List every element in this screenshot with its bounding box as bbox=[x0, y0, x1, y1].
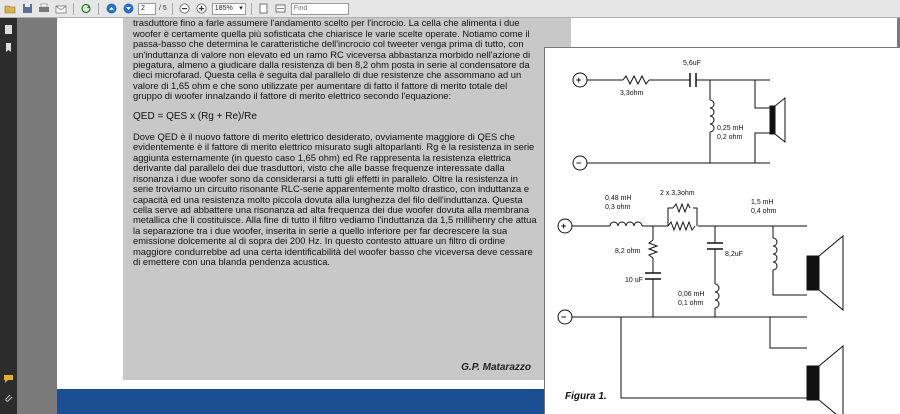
tweeter-circuit bbox=[573, 73, 785, 170]
woofer-input-inductor bbox=[610, 222, 642, 226]
woofer-output-l-label-2: 0,4 ohm bbox=[751, 208, 777, 215]
woofer-minus-label: − bbox=[561, 312, 567, 322]
tweeter-l-label-2: 0,2 ohm bbox=[717, 134, 743, 141]
paragraph-1: trasduttore fino a farle assumere l'andamento scelto per l'incrocio. La cella che alimenta i due woofer è certamente quella più sofisticata che chiarisce le varie scelte operate. Notiamo come il passa-basso che determina le caratteristiche dell'incrocio col tweeter venga prima di tutto, con un'induttanza di valore non elevato ed un ramo RC viceversa abbastanza morbido nell'azione di piegatura, almeno a giudicare dalla resistenza di ben 8,2 ohm posta in serie al condensatore da dieci microfarad. Questa cella è seguita dal parallelo di due resistenze che assommano ad un valore di 1,65 ohm e che sono utilizzate per aumentare di fatto il fattore di merito totale del gruppo di woofer innalzando il fattore di merito elettrico secondo l'equazione: bbox=[133, 18, 531, 102]
zoom-in-icon[interactable] bbox=[195, 2, 209, 15]
woofer-circuit bbox=[558, 204, 843, 414]
bookmarks-panel-icon[interactable] bbox=[3, 42, 14, 53]
tweeter-l-label-1: 0,25 mH bbox=[717, 125, 744, 132]
open-folder-icon[interactable] bbox=[3, 2, 17, 15]
woofer-8-2-ohm-label: 8,2 ohm bbox=[615, 248, 641, 255]
document-viewer[interactable] bbox=[17, 18, 900, 414]
woofer-plus-label: + bbox=[561, 221, 567, 231]
woofer-10uf-label: 10 uF bbox=[625, 277, 643, 284]
woofer-resistor-bottom bbox=[668, 222, 695, 230]
article-body bbox=[133, 18, 537, 277]
tweeter-plus-label: + bbox=[576, 75, 582, 85]
comments-panel-icon[interactable] bbox=[3, 373, 14, 384]
woofer-output-inductor bbox=[773, 238, 777, 270]
woofer-input-l-label-2: 0,3 ohm bbox=[605, 204, 631, 211]
figure-caption: Figura 1. bbox=[565, 391, 607, 402]
find-input[interactable] bbox=[291, 3, 349, 15]
page-number-input[interactable] bbox=[138, 3, 156, 15]
tweeter-speaker-body bbox=[770, 106, 775, 134]
tweeter-c-label: 5,6uF bbox=[683, 60, 701, 67]
previous-page-icon[interactable] bbox=[104, 2, 118, 15]
woofer-2-magnet bbox=[807, 366, 819, 400]
woofer-8-2-ohm-resistor bbox=[649, 240, 657, 258]
woofer-8-2uf-capacitor bbox=[707, 243, 723, 249]
woofer-resistor-top bbox=[673, 204, 690, 212]
toolbar-divider bbox=[98, 3, 99, 15]
page-total-label: / 5 bbox=[159, 5, 167, 12]
tweeter-resistor bbox=[623, 76, 649, 84]
author-signature: G.P. Matarazzo bbox=[461, 362, 531, 373]
navigation-sidebar bbox=[0, 18, 17, 414]
article-text-box bbox=[123, 18, 571, 380]
right-column-text bbox=[549, 18, 759, 19]
zoom-out-icon[interactable] bbox=[178, 2, 192, 15]
woofer-1-magnet bbox=[807, 256, 819, 290]
equation: QED = QES x (Rg + Re)/Re bbox=[133, 110, 257, 122]
woofer-input-l-label-1: 0,48 mH bbox=[605, 195, 632, 202]
pages-panel-icon[interactable] bbox=[3, 24, 14, 35]
pdf-toolbar bbox=[0, 0, 900, 18]
woofer-output-l-label-1: 1,5 mH bbox=[751, 199, 774, 206]
zoom-value: 185% bbox=[214, 4, 233, 12]
print-icon[interactable] bbox=[37, 2, 51, 15]
fit-width-icon[interactable] bbox=[274, 2, 288, 15]
crossover-schematic bbox=[545, 48, 900, 414]
tweeter-minus-label: − bbox=[576, 158, 582, 168]
toolbar-divider bbox=[172, 3, 173, 15]
woofer-parallel-r-label: 2 x 3,3ohm bbox=[660, 190, 695, 197]
pdf-page bbox=[57, 18, 897, 414]
email-icon[interactable] bbox=[54, 2, 68, 15]
sync-icon[interactable] bbox=[79, 2, 93, 15]
woofer-10uf-capacitor bbox=[645, 273, 661, 279]
tweeter-r-label: 3,3ohm bbox=[620, 90, 644, 97]
woofer-2-cone bbox=[819, 346, 843, 414]
attachments-icon[interactable] bbox=[3, 393, 14, 404]
next-page-icon[interactable] bbox=[121, 2, 135, 15]
woofer-8-2uf-label: 8,2uF bbox=[725, 251, 743, 258]
woofer-resonant-inductor bbox=[715, 284, 719, 308]
figure-panel bbox=[544, 47, 900, 414]
tweeter-inductor bbox=[710, 100, 714, 132]
woofer-1-cone bbox=[819, 236, 843, 310]
chevron-down-icon: ▾ bbox=[239, 4, 243, 12]
save-icon[interactable] bbox=[20, 2, 34, 15]
woofer-res-l-label-1: 0,06 mH bbox=[678, 291, 705, 298]
toolbar-divider bbox=[251, 3, 252, 15]
fit-page-icon[interactable] bbox=[257, 2, 271, 15]
tweeter-capacitor bbox=[690, 73, 696, 87]
woofer-res-l-label-2: 0,1 ohm bbox=[678, 300, 704, 307]
toolbar-divider bbox=[73, 3, 74, 15]
zoom-select[interactable] bbox=[212, 3, 246, 15]
paragraph-2: Dove QED è il nuovo fattore di merito elettrico desiderato, ovviamente maggiore di QES che evidentemente è il fattore di merito elettrico misurato sugli altoparlanti. Rg è la resistenza in serie aggiunta esternamente (in questo caso 1,65 ohm) ed Re rappresenta la resistenza elettrica derivante dal parallelo dei due trasduttori, visto che alle basse frequenze interessate dalla risonanza i due woofer sono da considerarsi a tutti gli effetti in parallelo. Oltre la resistenza in serie troviamo un circuito risonante RLC-serie apparentemente molto drastico, con induttanza e capacità ed una resistenza molto piccola dovuta alla lunghezza del filo dell'induttanza. Questa cella serve ad abbattere una risonanza ad alta frequenza dei due woofer dovuta alla membrana metallica che li costituisce. Alla fine di tutto il filtro vediamo l'induttanza da 1,5 millihenry che attua la separazione tra i due woofer, inserita in serie a quello inferiore per far decrescere la sua emissione dolcemente al di sopra dei 200 Hz. In questo contesto attuare un filtro di ordine maggiore condurrebbe ad una certa identificabilità del woofer basso che viceversa deve cessare di emettere con una blanda pendenza acustica. bbox=[133, 131, 537, 267]
tweeter-speaker-cone bbox=[775, 98, 785, 142]
